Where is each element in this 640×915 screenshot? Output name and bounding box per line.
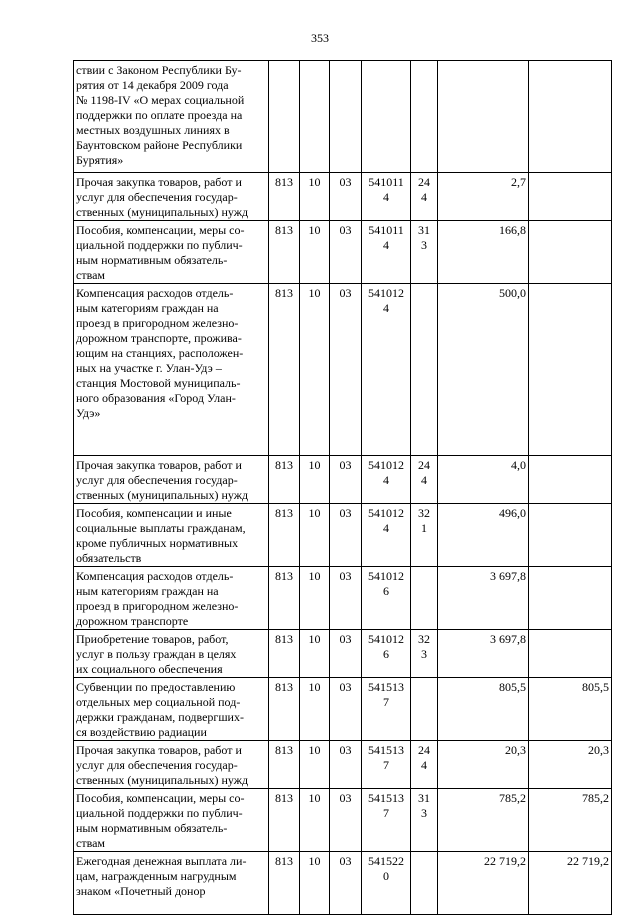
section-code-cell: 10 bbox=[300, 630, 330, 678]
target-article-cell: 541513 7 bbox=[362, 741, 411, 789]
amount-cell: 4,0 bbox=[438, 456, 529, 504]
row-name-cell: Компенсация расходов отдель- ным категориям граждан на проезд в пригородном железно- дорожном транспорте, прожива- ющим на станциях, расположен- ных на участке г. Улан-Удэ – станция Мостовой муниципаль- ного образования «Город Улан- Удэ» bbox=[74, 284, 269, 456]
expense-type-cell: 32 1 bbox=[411, 504, 438, 567]
amount-subvention-cell: 785,2 bbox=[529, 789, 612, 852]
table-row bbox=[74, 173, 612, 221]
section-code-cell: 10 bbox=[300, 504, 330, 567]
target-article-cell: 541012 4 bbox=[362, 504, 411, 567]
table-row bbox=[74, 678, 612, 741]
amount-cell: 785,2 bbox=[438, 789, 529, 852]
subsection-code-cell: 03 bbox=[330, 741, 362, 789]
amount-subvention-cell bbox=[529, 221, 612, 284]
target-article-cell: 541513 7 bbox=[362, 789, 411, 852]
amount-subvention-cell bbox=[529, 61, 612, 173]
section-code-cell: 10 bbox=[300, 852, 330, 915]
row-name-cell: ствии с Законом Республики Бу- рятия от 14 декабря 2009 года № 1198-IV «О мерах социальной поддержки по оплате проезда на местных воздушных линиях в Баунтовском районе Республики Бурятия» bbox=[74, 61, 269, 173]
ministry-code-cell: 813 bbox=[269, 630, 300, 678]
amount-subvention-cell: 805,5 bbox=[529, 678, 612, 741]
table-row bbox=[74, 221, 612, 284]
row-name-cell: Прочая закупка товаров, работ и услуг для обеспечения государ- ственных (муниципальных) нужд bbox=[74, 173, 269, 221]
row-name-cell: Прочая закупка товаров, работ и услуг для обеспечения государ- ственных (муниципальных) нужд bbox=[74, 456, 269, 504]
amount-cell: 496,0 bbox=[438, 504, 529, 567]
amount-subvention-cell bbox=[529, 630, 612, 678]
table-row bbox=[74, 61, 612, 173]
amount-subvention-cell bbox=[529, 456, 612, 504]
expense-type-cell bbox=[411, 284, 438, 456]
ministry-code-cell: 813 bbox=[269, 456, 300, 504]
row-name-cell: Ежегодная денежная выплата ли- цам, награжденным нагрудным знаком «Почетный донор bbox=[74, 852, 269, 915]
ministry-code-cell: 813 bbox=[269, 678, 300, 741]
section-code-cell: 10 bbox=[300, 678, 330, 741]
amount-cell: 805,5 bbox=[438, 678, 529, 741]
row-name-cell: Пособия, компенсации, меры со- циальной поддержки по публич- ным нормативным обязатель- ствам bbox=[74, 221, 269, 284]
expense-type-cell bbox=[411, 61, 438, 173]
amount-cell bbox=[438, 61, 529, 173]
ministry-code-cell: 813 bbox=[269, 221, 300, 284]
table-row bbox=[74, 630, 612, 678]
amount-subvention-cell bbox=[529, 567, 612, 630]
subsection-code-cell: 03 bbox=[330, 504, 362, 567]
subsection-code-cell: 03 bbox=[330, 284, 362, 456]
table-row bbox=[74, 284, 612, 456]
table-row bbox=[74, 741, 612, 789]
subsection-code-cell: 03 bbox=[330, 567, 362, 630]
section-code-cell bbox=[300, 61, 330, 173]
ministry-code-cell: 813 bbox=[269, 852, 300, 915]
amount-cell: 3 697,8 bbox=[438, 567, 529, 630]
ministry-code-cell: 813 bbox=[269, 567, 300, 630]
subsection-code-cell: 03 bbox=[330, 456, 362, 504]
subsection-code-cell: 03 bbox=[330, 852, 362, 915]
budget-table bbox=[73, 60, 612, 915]
expense-type-cell: 31 3 bbox=[411, 221, 438, 284]
expense-type-cell bbox=[411, 567, 438, 630]
subsection-code-cell: 03 bbox=[330, 630, 362, 678]
section-code-cell: 10 bbox=[300, 789, 330, 852]
subsection-code-cell: 03 bbox=[330, 173, 362, 221]
target-article-cell: 541012 4 bbox=[362, 284, 411, 456]
expense-type-cell bbox=[411, 678, 438, 741]
row-name-cell: Субвенции по предоставлению отдельных мер социальной под- держки гражданам, подвергших- ся воздействию радиации bbox=[74, 678, 269, 741]
page-number: 353 bbox=[311, 31, 329, 45]
ministry-code-cell: 813 bbox=[269, 504, 300, 567]
amount-cell: 500,0 bbox=[438, 284, 529, 456]
target-article-cell: 541513 7 bbox=[362, 678, 411, 741]
amount-cell: 3 697,8 bbox=[438, 630, 529, 678]
row-name-cell: Пособия, компенсации, меры со- циальной поддержки по публич- ным нормативным обязатель- ствам bbox=[74, 789, 269, 852]
section-code-cell: 10 bbox=[300, 741, 330, 789]
amount-subvention-cell bbox=[529, 284, 612, 456]
row-name-cell: Приобретение товаров, работ, услуг в пользу граждан в целях их социального обеспечения bbox=[74, 630, 269, 678]
target-article-cell bbox=[362, 61, 411, 173]
target-article-cell: 541012 6 bbox=[362, 630, 411, 678]
amount-cell: 20,3 bbox=[438, 741, 529, 789]
ministry-code-cell: 813 bbox=[269, 741, 300, 789]
amount-subvention-cell: 20,3 bbox=[529, 741, 612, 789]
row-name-cell: Прочая закупка товаров, работ и услуг для обеспечения государ- ственных (муниципальных) нужд bbox=[74, 741, 269, 789]
expense-type-cell: 24 4 bbox=[411, 456, 438, 504]
section-code-cell: 10 bbox=[300, 173, 330, 221]
amount-subvention-cell: 22 719,2 bbox=[529, 852, 612, 915]
ministry-code-cell bbox=[269, 61, 300, 173]
target-article-cell: 541011 4 bbox=[362, 173, 411, 221]
target-article-cell: 541012 4 bbox=[362, 456, 411, 504]
section-code-cell: 10 bbox=[300, 284, 330, 456]
table-row bbox=[74, 504, 612, 567]
expense-type-cell: 24 4 bbox=[411, 173, 438, 221]
section-code-cell: 10 bbox=[300, 456, 330, 504]
amount-cell: 22 719,2 bbox=[438, 852, 529, 915]
expense-type-cell: 32 3 bbox=[411, 630, 438, 678]
table-row bbox=[74, 852, 612, 915]
table-row bbox=[74, 456, 612, 504]
ministry-code-cell: 813 bbox=[269, 284, 300, 456]
section-code-cell: 10 bbox=[300, 567, 330, 630]
table-row bbox=[74, 789, 612, 852]
section-code-cell: 10 bbox=[300, 221, 330, 284]
subsection-code-cell: 03 bbox=[330, 789, 362, 852]
row-name-cell: Пособия, компенсации и иные социальные выплаты гражданам, кроме публичных нормативных обязательств bbox=[74, 504, 269, 567]
amount-subvention-cell bbox=[529, 173, 612, 221]
subsection-code-cell: 03 bbox=[330, 678, 362, 741]
table-row bbox=[74, 567, 612, 630]
expense-type-cell: 24 4 bbox=[411, 741, 438, 789]
expense-type-cell bbox=[411, 852, 438, 915]
subsection-code-cell: 03 bbox=[330, 221, 362, 284]
table-body bbox=[74, 61, 612, 915]
target-article-cell: 541012 6 bbox=[362, 567, 411, 630]
amount-cell: 166,8 bbox=[438, 221, 529, 284]
target-article-cell: 541522 0 bbox=[362, 852, 411, 915]
subsection-code-cell bbox=[330, 61, 362, 173]
amount-subvention-cell bbox=[529, 504, 612, 567]
ministry-code-cell: 813 bbox=[269, 789, 300, 852]
ministry-code-cell: 813 bbox=[269, 173, 300, 221]
target-article-cell: 541011 4 bbox=[362, 221, 411, 284]
row-name-cell: Компенсация расходов отдель- ным категориям граждан на проезд в пригородном железно- дорожном транспорте bbox=[74, 567, 269, 630]
expense-type-cell: 31 3 bbox=[411, 789, 438, 852]
amount-cell: 2,7 bbox=[438, 173, 529, 221]
